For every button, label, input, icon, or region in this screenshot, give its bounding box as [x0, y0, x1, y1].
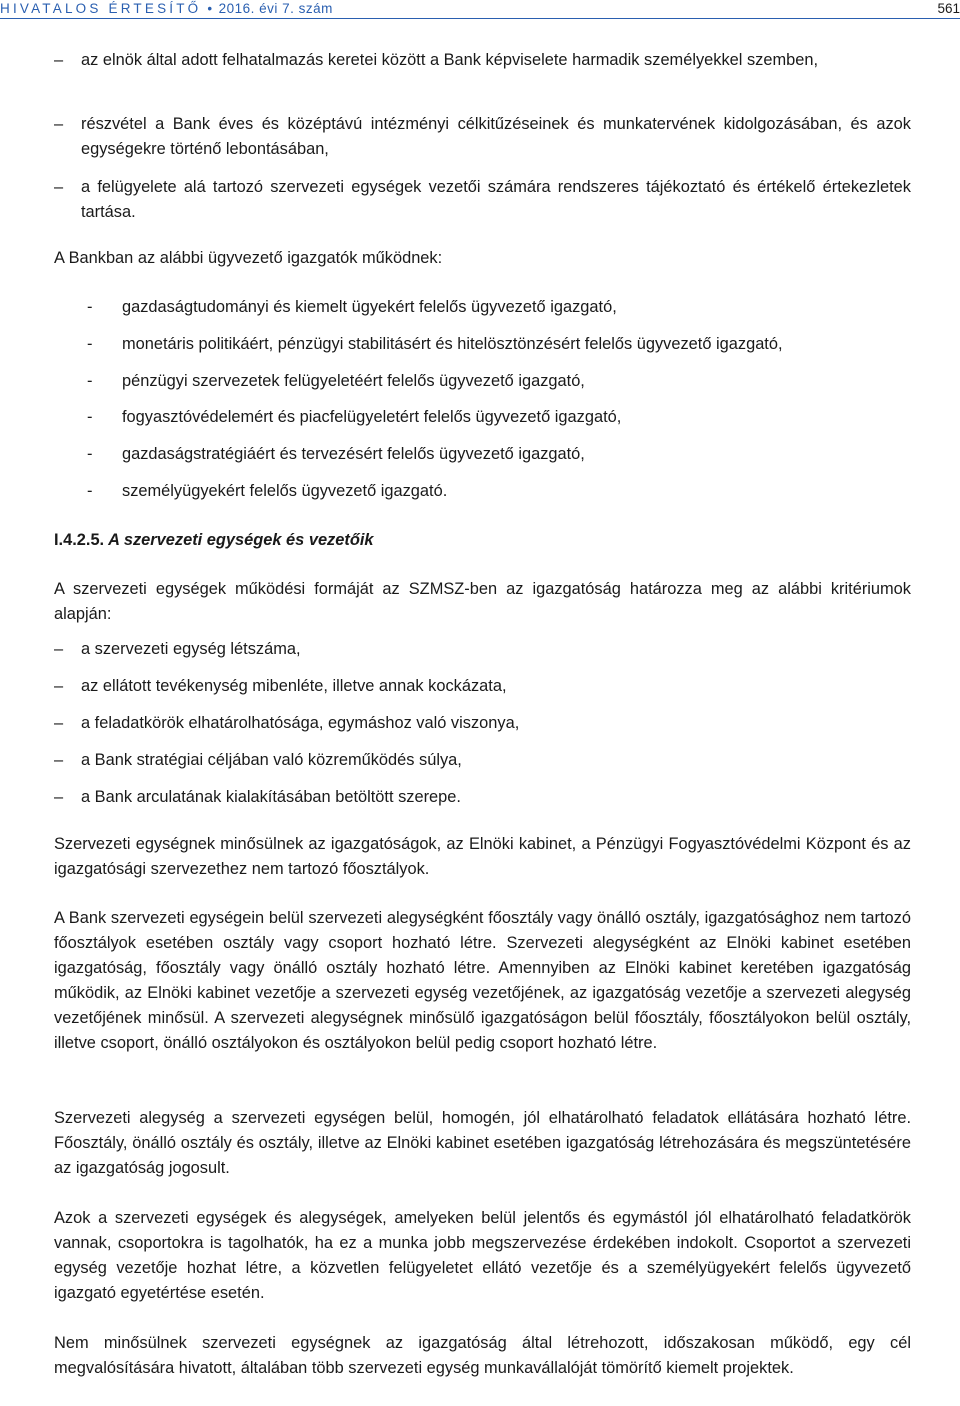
criteria-text: a feladatkörök elhatárolhatósága, egymáshoz való viszonya, [81, 714, 520, 732]
list-item [54, 112, 911, 162]
director-item [54, 295, 911, 320]
publication-line [0, 1, 333, 16]
director-item [54, 442, 911, 467]
criteria-item [54, 674, 911, 699]
dash-marker: – [54, 115, 64, 133]
body-paragraph: Szervezeti egységnek minősülnek az igazgatóságok, az Elnöki kabinet, a Pénzügyi Fogyasztóvédelmi Központ és az igazgatósági szervezethez nem tartozó főosztályok. [54, 835, 911, 878]
criteria-intro: A szervezeti egységek működési formáját az SZMSZ-ben az igazgatóság határozza meg az alábbi kritériumok alapján: [54, 580, 911, 623]
director-item [54, 369, 911, 394]
dash-marker: – [54, 677, 64, 695]
directors-intro: A Bankban az alábbi ügyvezető igazgatók működnek: [54, 249, 443, 267]
director-text: személyügyekért felelős ügyvezető igazgató. [122, 482, 448, 500]
list-item [54, 48, 911, 73]
director-text: gazdaságstratégiáért és tervezésért felelős ügyvezető igazgató, [122, 445, 585, 463]
criteria-item [54, 785, 911, 810]
dash-marker: – [54, 714, 64, 732]
list-item-text: a felügyelete alá tartozó szervezeti egységek vezetői számára rendszeres tájékoztató és értékelő értekezletek tartása. [81, 178, 911, 221]
director-text: fogyasztóvédelemért és piacfelügyeletért felelős ügyvezető igazgató, [122, 408, 622, 426]
hyphen-marker: - [87, 372, 93, 390]
section-heading [54, 528, 374, 553]
criteria-item [54, 711, 911, 736]
director-text: monetáris politikáért, pénzügyi stabilitásért és hitelösztönzésért felelős ügyvezető igazgató, [122, 335, 783, 353]
body-paragraph: Azok a szervezeti egységek és alegységek, amelyeken belül jelentős és egymástól jól elhatárolható feladatkörök vannak, csoportokra is tagolhatók, ha ez a munka jobb megszervezése érdekében indokolt. Csoportot a szervezeti egység vezetője hozhat létre, a közvetlen felügyeletet ellátó vezetője és a személyügyekért felelős ügyvezető igazgató egyetértése esetén. [54, 1209, 911, 1302]
criteria-text: a Bank stratégiai céljában való közreműködés súlya, [81, 751, 462, 769]
dash-marker: – [54, 51, 64, 69]
criteria-text: a szervezeti egység létszáma, [81, 640, 301, 658]
dash-marker: – [54, 751, 64, 769]
body-paragraph: A Bank szervezeti egységein belül szervezeti alegységként főosztály vagy önálló osztály, igazgatósághoz nem tartozó főosztályok esetében osztály vagy csoport hozható létre. Szervezeti alegységként az Elnöki kabinet esetében igazgatóság, főosztály vagy önálló osztály hozható létre. Amennyiben az Elnöki kabinet keretében igazgatóság működik, az Elnöki kabinet vezetője a szervezeti egység vezetőjének, az igazgatóság vezetője a szervezeti alegység vezetőjének minősül. A szervezeti alegységnek minősülő igazgatóságon belül főosztály, főosztályokon belül osztály, illetve csoport, önálló osztályokon és osztályokon belül pedig csoport hozható létre. [54, 909, 911, 1052]
criteria-item [54, 637, 911, 662]
director-item [54, 332, 911, 357]
criteria-item [54, 748, 911, 773]
criteria-text: a Bank arculatának kialakításában betöltött szerepe. [81, 788, 461, 806]
section-title: A szervezeti egységek és vezetőik [108, 531, 374, 549]
issue-label: 2016. évi 7. szám [218, 1, 333, 16]
header-rule [0, 18, 960, 19]
dash-marker: – [54, 640, 64, 658]
list-item [54, 175, 911, 225]
hyphen-marker: - [87, 335, 93, 353]
hyphen-marker: - [87, 298, 93, 316]
publication-title: HIVATALOS ÉRTESÍTŐ [0, 1, 202, 16]
page-header [0, 0, 960, 20]
body-paragraph: Szervezeti alegység a szervezeti egységen belül, homogén, jól elhatárolható feladatok ellátására hozható létre. Főosztály, önálló osztály és osztály, illetve az Elnöki kabinet esetében igazgatóság létrehozására és megszüntetésére az igazgatóság jogosult. [54, 1109, 911, 1177]
dash-marker: – [54, 788, 64, 806]
director-item [54, 405, 911, 430]
director-text: pénzügyi szervezetek felügyeletéért felelős ügyvezető igazgató, [122, 372, 585, 390]
director-text: gazdaságtudományi és kiemelt ügyekért felelős ügyvezető igazgató, [122, 298, 617, 316]
criteria-text: az ellátott tevékenység mibenléte, illetve annak kockázata, [81, 677, 507, 695]
hyphen-marker: - [87, 408, 93, 426]
hyphen-marker: - [87, 445, 93, 463]
page-number: 561 [937, 1, 960, 16]
list-item-text: az elnök által adott felhatalmazás keretei között a Bank képviselete harmadik személyekkel szemben, [81, 51, 819, 69]
hyphen-marker: - [87, 482, 93, 500]
header-separator: • [207, 1, 213, 16]
list-item-text: részvétel a Bank éves és középtávú intézményi célkitűzéseinek és munkatervének kidolgozásában, és azok egységekre történő lebontásában, [81, 115, 911, 158]
body-paragraph: Nem minősülnek szervezeti egységnek az igazgatóság által létrehozott, időszakosan működő, egy cél megvalósítására hivatott, általában több szervezeti egység munkavállalóját tömörítő kiemelt projektek. [54, 1334, 911, 1377]
section-number: I.4.2.5. [54, 531, 105, 549]
dash-marker: – [54, 178, 64, 196]
director-item [54, 479, 911, 504]
